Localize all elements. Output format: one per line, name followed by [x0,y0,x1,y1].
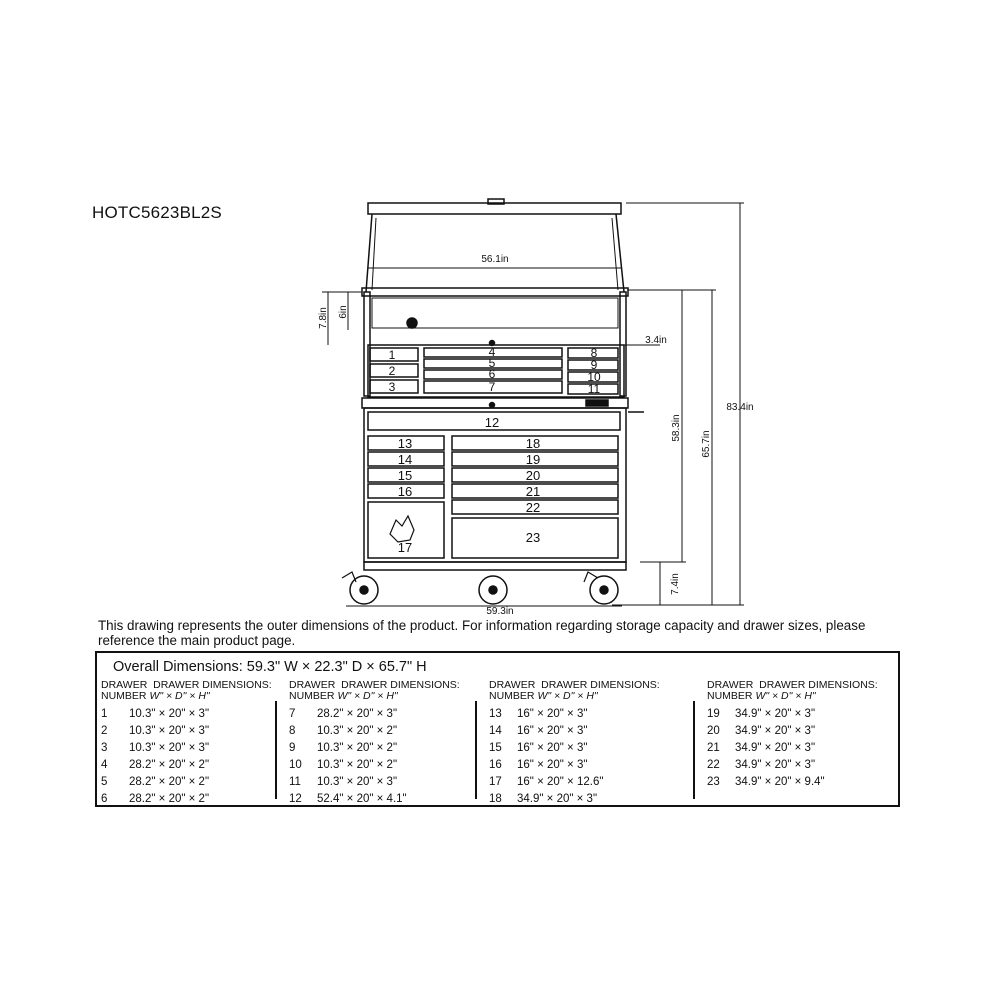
drawer-number: 12 [289,793,302,805]
drawer-label: 13 [397,436,413,451]
drawer-dimensions: 16" × 20" × 3" [517,708,588,720]
dim-hutch-outer: 7.8in [318,307,329,329]
drawer-dimensions: 28.2" × 20" × 3" [317,708,398,720]
dim-body-height: 65.7in [701,430,712,458]
drawer-number: 13 [489,708,502,720]
overall-dimensions: Overall Dimensions: 59.3" W × 22.3" D × 65.7" H [113,659,427,675]
drawer-label: 19 [525,452,541,467]
table-row [707,740,878,757]
dimensions-table [95,651,900,807]
table-row [489,740,660,757]
drawer-label: 11 [587,382,601,396]
drawer-dimensions: 34.9" × 20" × 9.4" [735,776,825,788]
drawer-dimensions: 34.9" × 20" × 3" [735,725,816,737]
dim-hutch-inner: 6in [338,305,349,319]
table-row [707,774,878,791]
drawer-label: 17 [397,540,413,555]
table-row [289,774,460,791]
column-header: DRAWER DRAWER DIMENSIONS: NUMBER W" × D" × H" [101,679,272,702]
hutch-left-side [364,292,370,396]
lid-handle [488,199,504,204]
drawer-label: 20 [525,468,541,483]
hutch-right-side [620,292,626,396]
drawer-number: 14 [489,725,502,737]
drawer-label: 18 [525,436,541,451]
table-row [707,757,878,774]
table-column-2 [289,680,460,808]
drawer-dimensions: 10.3" × 20" × 3" [317,776,398,788]
table-row [489,706,660,723]
model-number: HOTC5623BL2S [92,203,222,222]
drawer-number: 18 [489,793,502,805]
column-divider [693,701,695,799]
drawer-dimensions: 34.9" × 20" × 3" [735,742,816,754]
dim-side-offset: 3.4in [645,335,667,346]
drawer-dimensions: 16" × 20" × 3" [517,725,588,737]
table-row [101,706,272,723]
drawer-number: 5 [101,776,108,788]
drawer-number: 15 [489,742,502,754]
dim-total-height: 83.4in [726,402,754,413]
drawer-label: 1 [388,348,396,362]
drawer-label: 9 [590,358,598,372]
drawer-label: 2 [388,364,396,378]
drawer-number: 2 [101,725,108,737]
table-column-1 [101,680,272,808]
table-column-3 [489,680,660,808]
drawer-label: 4 [488,345,496,359]
dim-lid-width: 56.1in [481,254,509,265]
drawer-dimensions: 28.2" × 20" × 2" [129,759,210,771]
drawer-dimensions: 28.2" × 20" × 2" [129,793,210,805]
column-header: DRAWER DRAWER DIMENSIONS: NUMBER W" × D" × H" [289,679,460,702]
table-row [101,791,272,808]
drawer-dimensions: 28.2" × 20" × 2" [129,776,210,788]
table-row [101,757,272,774]
drawer-dimensions: 10.3" × 20" × 2" [317,759,398,771]
drawer-number: 8 [289,725,296,737]
table-row [101,723,272,740]
column-header: DRAWER DRAWER DIMENSIONS: NUMBER W" × D" × H" [489,679,660,702]
drawer-label: 12 [484,415,500,430]
table-row [489,774,660,791]
drawer-dimensions: 10.3" × 20" × 2" [317,742,398,754]
drawer-dimensions: 10.3" × 20" × 2" [317,725,398,737]
hutch-top-rail [362,288,628,296]
table-row [707,723,878,740]
drawer-number: 7 [289,708,296,720]
dim-chest-height: 58.3in [671,414,682,442]
table-row [289,757,460,774]
drawer-number: 19 [707,708,720,720]
drawer-label: 22 [525,500,541,515]
wolf-logo [390,516,414,542]
dim-caster-height: 7.4in [670,573,681,595]
drawer-number: 17 [489,776,502,788]
dim-overall-width: 59.3in [486,606,514,615]
drawer-label: 8 [590,346,598,360]
table-row [489,791,660,808]
drawer-label: 23 [525,530,541,545]
drawer-number: 20 [707,725,720,737]
drawer-dimensions: 10.3" × 20" × 3" [129,742,210,754]
drawer-dimensions: 10.3" × 20" × 3" [129,708,210,720]
drawer-number: 4 [101,759,108,771]
drawer-number: 11 [289,776,301,788]
drawer-label: 16 [397,484,413,499]
lid-left-edge [366,214,372,292]
drawer-label: 15 [397,468,413,483]
drawer-number: 6 [101,793,108,805]
drawer-dimensions: 10.3" × 20" × 3" [129,725,210,737]
drawer-number: 10 [289,759,302,771]
drawer-number: 23 [707,776,720,788]
column-divider [275,701,277,799]
column-divider [475,701,477,799]
column-header: DRAWER DRAWER DIMENSIONS: NUMBER W" × D" × H" [707,679,878,702]
drawer-dimensions: 16" × 20" × 12.6" [517,776,604,788]
table-row [289,723,460,740]
drawer-label: 10 [587,370,601,384]
table-row [101,740,272,757]
table-column-4 [707,680,878,791]
table-row [489,757,660,774]
drawer-number: 21 [707,742,720,754]
caster-right [584,572,618,604]
table-row [289,706,460,723]
table-row [489,723,660,740]
caster-middle [479,576,507,604]
drawer-dimensions: 34.9" × 20" × 3" [735,759,816,771]
drawer-label: 6 [488,367,496,381]
caster-left [342,572,378,604]
drawer-dimensions: 34.9" × 20" × 3" [517,793,598,805]
drawer-dimensions: 52.4" × 20" × 4.1" [317,793,407,805]
drawer-dimensions: 16" × 20" × 3" [517,759,588,771]
table-row [289,791,460,808]
drawer-number: 1 [101,708,108,720]
drawer-label: 5 [488,356,496,370]
drawer-number: 16 [489,759,502,771]
drawer-dimensions: 34.9" × 20" × 3" [735,708,816,720]
drawer-number: 22 [707,759,720,771]
table-row [707,706,878,723]
drawer-label: 14 [397,452,413,467]
disclaimer-note: This drawing represents the outer dimensions of the product. For information regarding storage capacity and drawer sizes, please reference the main product page. [98,618,866,648]
drawer-number: 3 [101,742,108,754]
drawer-label: 3 [388,380,396,394]
table-row [289,740,460,757]
lock-knob [407,318,417,328]
drawer-number: 9 [289,742,296,754]
drawer-label: 7 [488,380,496,394]
drawer-dimensions: 16" × 20" × 3" [517,742,588,754]
drawer-label: 21 [525,484,541,499]
table-row [101,774,272,791]
